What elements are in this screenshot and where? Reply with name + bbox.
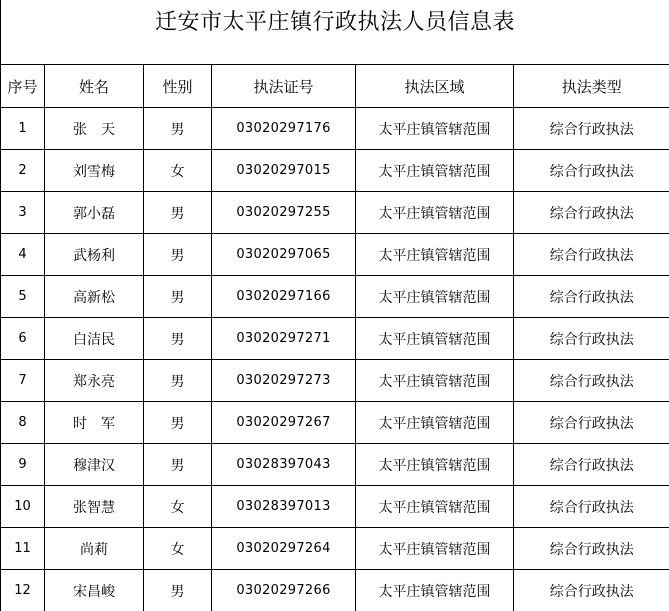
header-no: 序号: [1, 65, 45, 108]
table-row: [1, 570, 669, 611]
table-row: [1, 150, 669, 192]
cell-no: 6: [1, 318, 45, 360]
cell-cert-number: 03020297267: [212, 402, 356, 444]
cell-name: 穆津汉: [45, 444, 144, 486]
cell-name: 时 军: [45, 402, 144, 444]
cell-type: 综合行政执法: [514, 528, 669, 570]
cell-gender: 男: [144, 276, 212, 318]
cell-name: 高新松: [45, 276, 144, 318]
cell-type: 综合行政执法: [514, 570, 669, 611]
cell-cert-number: 03028397043: [212, 444, 356, 486]
header-cert-number: 执法证号: [212, 65, 356, 108]
cell-gender: 男: [144, 108, 212, 150]
cell-area: 太平庄镇管辖范围: [356, 402, 514, 444]
cell-gender: 男: [144, 570, 212, 611]
cell-cert-number: 03020297264: [212, 528, 356, 570]
cell-cert-number: 03020297255: [212, 192, 356, 234]
cell-area: 太平庄镇管辖范围: [356, 276, 514, 318]
cell-no: 5: [1, 276, 45, 318]
cell-name: 白洁民: [45, 318, 144, 360]
header-type: 执法类型: [514, 65, 669, 108]
table-row: [1, 192, 669, 234]
cell-gender: 女: [144, 150, 212, 192]
cell-no: 3: [1, 192, 45, 234]
cell-gender: 男: [144, 234, 212, 276]
cell-type: 综合行政执法: [514, 486, 669, 528]
cell-cert-number: 03020297273: [212, 360, 356, 402]
cell-gender: 女: [144, 528, 212, 570]
cell-type: 综合行政执法: [514, 360, 669, 402]
table-header-row: [1, 65, 669, 108]
cell-gender: 男: [144, 402, 212, 444]
cell-cert-number: 03020297166: [212, 276, 356, 318]
table-row: [1, 360, 669, 402]
cell-type: 综合行政执法: [514, 444, 669, 486]
cell-cert-number: 03020297271: [212, 318, 356, 360]
table-row: [1, 276, 669, 318]
cell-gender: 男: [144, 192, 212, 234]
cell-gender: 男: [144, 360, 212, 402]
cell-name: 张 天: [45, 108, 144, 150]
table-row: [1, 318, 669, 360]
cell-type: 综合行政执法: [514, 192, 669, 234]
cell-cert-number: 03028397013: [212, 486, 356, 528]
cell-name: 宋昌峻: [45, 570, 144, 611]
cell-name: 刘雪梅: [45, 150, 144, 192]
cell-type: 综合行政执法: [514, 108, 669, 150]
cell-name: 尚莉: [45, 528, 144, 570]
table-row: [1, 486, 669, 528]
cell-gender: 女: [144, 486, 212, 528]
cell-area: 太平庄镇管辖范围: [356, 486, 514, 528]
cell-area: 太平庄镇管辖范围: [356, 444, 514, 486]
cell-name: 郑永亮: [45, 360, 144, 402]
table-row: [1, 444, 669, 486]
cell-area: 太平庄镇管辖范围: [356, 570, 514, 611]
cell-gender: 男: [144, 444, 212, 486]
cell-area: 太平庄镇管辖范围: [356, 318, 514, 360]
header-area: 执法区域: [356, 65, 514, 108]
cell-area: 太平庄镇管辖范围: [356, 150, 514, 192]
page-title: 迁安市太平庄镇行政执法人员信息表: [0, 0, 669, 64]
cell-type: 综合行政执法: [514, 234, 669, 276]
cell-no: 8: [1, 402, 45, 444]
cell-type: 综合行政执法: [514, 276, 669, 318]
cell-name: 张智慧: [45, 486, 144, 528]
cell-type: 综合行政执法: [514, 402, 669, 444]
cell-gender: 男: [144, 318, 212, 360]
table-row: [1, 108, 669, 150]
cell-type: 综合行政执法: [514, 318, 669, 360]
cell-cert-number: 03020297065: [212, 234, 356, 276]
cell-area: 太平庄镇管辖范围: [356, 108, 514, 150]
cell-cert-number: 03020297015: [212, 150, 356, 192]
cell-type: 综合行政执法: [514, 150, 669, 192]
cell-no: 1: [1, 108, 45, 150]
cell-area: 太平庄镇管辖范围: [356, 360, 514, 402]
cell-no: 4: [1, 234, 45, 276]
cell-no: 10: [1, 486, 45, 528]
header-gender: 性别: [144, 65, 212, 108]
cell-no: 2: [1, 150, 45, 192]
cell-name: 郭小磊: [45, 192, 144, 234]
table-row: [1, 402, 669, 444]
cell-no: 7: [1, 360, 45, 402]
header-name: 姓名: [45, 65, 144, 108]
cell-cert-number: 03020297176: [212, 108, 356, 150]
cell-no: 12: [1, 570, 45, 611]
cell-name: 武杨利: [45, 234, 144, 276]
cell-area: 太平庄镇管辖范围: [356, 528, 514, 570]
cell-no: 9: [1, 444, 45, 486]
cell-area: 太平庄镇管辖范围: [356, 234, 514, 276]
cell-no: 11: [1, 528, 45, 570]
cell-cert-number: 03020297266: [212, 570, 356, 611]
personnel-table: [0, 64, 669, 611]
table-row: [1, 528, 669, 570]
cell-area: 太平庄镇管辖范围: [356, 192, 514, 234]
table-row: [1, 234, 669, 276]
